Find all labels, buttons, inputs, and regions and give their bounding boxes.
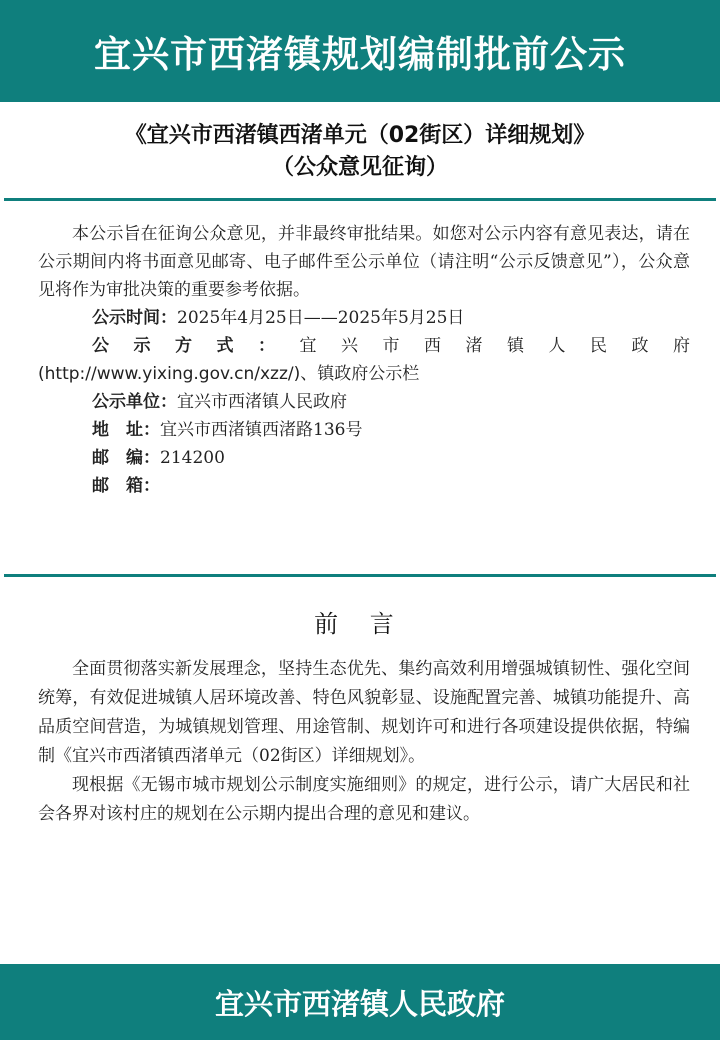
postcode-value: 214200 xyxy=(160,448,225,468)
unit-value: 宜兴市西渚镇人民政府 xyxy=(177,392,347,412)
address-label: 地 址： xyxy=(92,420,160,440)
header-title: 宜兴市西渚镇规划编制批前公示 xyxy=(94,32,626,76)
postcode-label: 邮 编： xyxy=(92,448,160,468)
notice-time xyxy=(38,304,690,332)
method-value-char: 人 xyxy=(548,336,566,356)
footer-banner xyxy=(0,964,720,1040)
method-label-char: 方 xyxy=(175,336,192,356)
document-title xyxy=(0,120,720,184)
notice-unit xyxy=(38,388,690,416)
method-label-char: 示 xyxy=(133,336,151,356)
notice-method xyxy=(92,332,690,360)
method-value-line2 xyxy=(38,360,690,388)
method-value-char: 民 xyxy=(590,336,607,356)
notice-postcode xyxy=(38,444,690,472)
method-value-char: 镇 xyxy=(507,336,524,356)
method-value-char: 西 xyxy=(424,336,441,356)
preface-title: 前 言 xyxy=(314,610,406,638)
notice-address xyxy=(38,416,690,444)
notice-email xyxy=(38,472,690,500)
document-title-line2: （公众意见征询） xyxy=(271,155,448,180)
footer-org: 宜兴市西渚镇人民政府 xyxy=(214,986,505,1021)
notice-section xyxy=(38,220,690,500)
method-label-char: 公 xyxy=(92,336,109,356)
unit-label: 公示单位： xyxy=(92,392,177,412)
method-value-char: 政 xyxy=(631,336,649,356)
address-value: 宜兴市西渚镇西渚路136号 xyxy=(160,420,363,440)
divider-middle xyxy=(4,574,716,577)
time-label: 公示时间： xyxy=(92,308,177,328)
divider-top xyxy=(4,198,716,201)
preface-paragraph-1: 全面贯彻落实新发展理念，坚持生态优先、集约高效利用增强城镇韧性、强化空间统筹，有效促进城镇人居环境改善、特色风貌彰显、设施配置完善、城镇功能提升、高品质空间营造，为城镇规划管理、用途管制、规划许可和进行各项建设提供依据，特编制《宜兴市西渚镇西渚单元（02街区）详细规划》。 xyxy=(38,659,690,766)
method-url: (http://www.yixing.gov.cn/xzz/)、镇政府公示栏 xyxy=(38,364,420,384)
document-title-line1: 《宜兴市西渚镇西渚单元（02街区）详细规划》 xyxy=(124,123,596,148)
notice-intro: 本公示旨在征询公众意见，并非最终审批结果。如您对公示内容有意见表达，请在公示期间内将书面意见邮寄、电子邮件至公示单位（请注明“公示反馈意见”），公众意见将作为审批决策的重要参考依据。 xyxy=(38,224,690,300)
header-banner xyxy=(0,0,720,102)
preface-paragraph-2: 现根据《无锡市城市规划公示制度实施细则》的规定，进行公示，请广大居民和社会各界对该村庄的规划在公示期内提出合理的意见和建议。 xyxy=(38,775,690,824)
method-value-char: 市 xyxy=(382,336,400,356)
method-value-char: 宜 xyxy=(299,336,317,356)
method-label-char: ： xyxy=(258,336,275,356)
preface-section xyxy=(38,655,690,829)
method-value-char: 府 xyxy=(673,336,690,356)
time-value: 2025年4月25日——2025年5月25日 xyxy=(177,308,465,328)
method-value-char: 兴 xyxy=(341,336,358,356)
method-label-char: 式 xyxy=(216,336,234,356)
email-label: 邮 箱： xyxy=(92,476,160,496)
method-value-char: 渚 xyxy=(465,336,483,356)
